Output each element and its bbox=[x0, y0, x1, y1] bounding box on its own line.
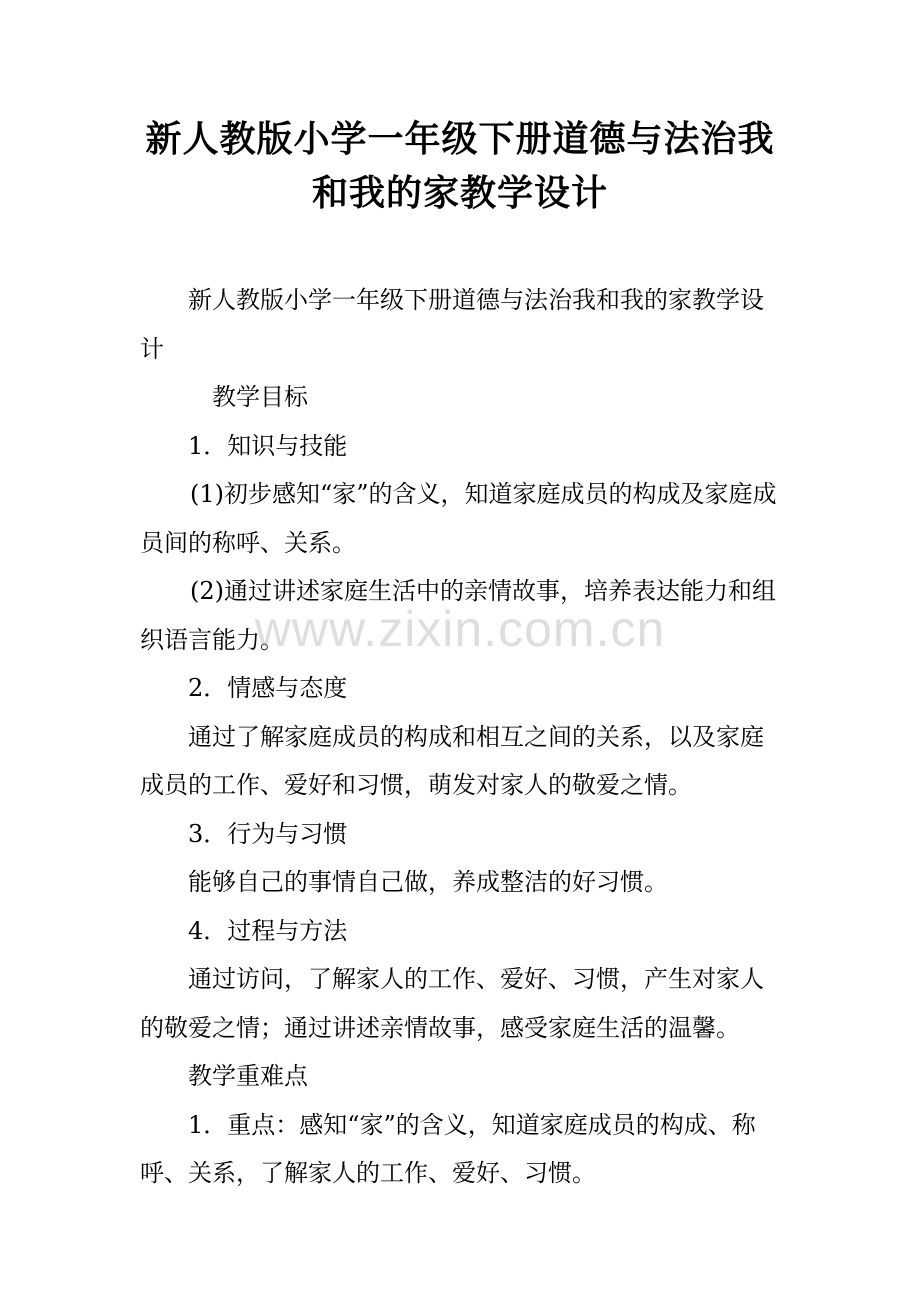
goal-item-1: (1)初步感知“家”的含义，知道家庭成员的构成及家庭成员间的称呼、关系。 bbox=[140, 480, 777, 557]
process-paragraph: 通过访问，了解家人的工作、爱好、习惯，产生对家人的敬爱之情；通过讲述亲情故事，感受家庭生活的温馨。 bbox=[140, 965, 764, 1042]
subheading-process: 4．过程与方法 bbox=[188, 916, 348, 945]
emotion-paragraph: 通过了解家庭成员的构成和相互之间的关系，以及家庭成员的工作、爱好和习惯，萌发对家人的敬爱之情。 bbox=[140, 722, 764, 799]
goal-item-2: (2)通过讲述家庭生活中的亲情故事，培养表达能力和组织语言能力。 bbox=[140, 577, 776, 654]
document-title: 新人教版小学一年级下册道德与法治我和我的家教学设计 bbox=[145, 118, 775, 214]
section-heading-goals: 教学目标 bbox=[212, 383, 308, 411]
document-body bbox=[140, 276, 784, 1198]
section-heading-keypoints: 教学重难点 bbox=[188, 1062, 308, 1090]
subheading-behavior: 3．行为与习惯 bbox=[188, 819, 348, 848]
subheading-emotion: 2．情感与态度 bbox=[188, 674, 348, 702]
behavior-paragraph: 能够自己的事情自己做，养成整洁的好习惯。 bbox=[188, 868, 668, 896]
keypoint-item-1: 1．重点：感知“家”的含义，知道家庭成员的构成、称呼、关系，了解家人的工作、爱好、习惯。 bbox=[140, 1110, 756, 1187]
subheading-knowledge: 1．知识与技能 bbox=[188, 431, 348, 460]
intro-paragraph: 新人教版小学一年级下册道德与法治我和我的家教学设计 bbox=[140, 286, 764, 363]
watermark-text: www.zixin.com.cn bbox=[254, 601, 666, 657]
